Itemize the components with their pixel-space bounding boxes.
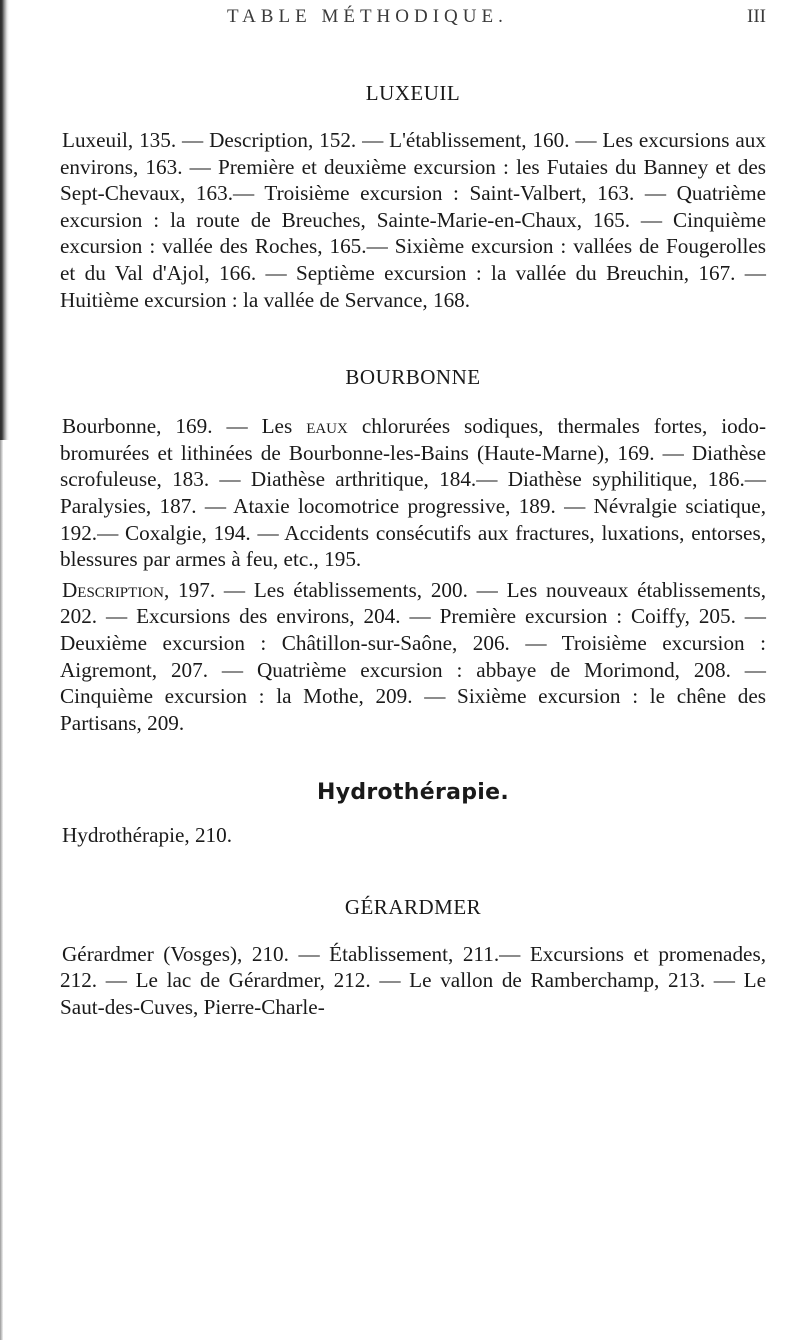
hydrotherapie-paragraph: Hydrothérapie, 210. [62,823,233,848]
book-binding-edge-lower [0,440,3,1340]
bourbonne-paragraph-1-rest: chlorurées sodiques, thermales fortes, iodo-bromurées et lithinées de Bourbonne-les-Bains (Haute-Marne), 169. — Diathèse scrofuleuse, 183. — Diathèse arthritique, 184.— Diathèse syphilitique, 186.— Paralysies, 187. — Ataxie locomotrice progressive, 189. — Névralgie sciatique, 192.— Coxalgie, 194. — Accidents consécutifs aux fractures, luxations, entorses, blessures par armes à feu, etc., 195. [60,414,767,572]
bourbonne-paragraph-1 [60,413,766,573]
section-heading-hydrotherapie: Hydrothérapie. [316,780,510,806]
running-header [60,4,766,34]
luxeuil-paragraph: Luxeuil, 135. — Description, 152. — L'établissement, 160. — Les excursions aux environs, 163. — Première et deuxième excursion : les Futaies du Banney et des Sept-Chevaux, 163.— Troisième excursion : Saint-Valbert, 163. — Quatrième excursion : la route de Breuches, Sainte-Marie-en-Chaux, 165. — Cinquième excursion : vallée des Roches, 165.— Sixième excursion : vallées de Fougerolles et du Val d'Ajol, 166. — Septième excursion : la vallée du Breuchin, 167. — Huitième excursion : la vallée de Servance, 168. [60,128,766,312]
bourbonne-paragraph-2-smallcaps: Description [62,577,164,602]
bourbonne-paragraph-2 [60,577,766,737]
book-binding-edge [0,0,9,440]
bourbonne-paragraph-1-lead: Bourbonne, 169. — Les [62,414,307,439]
section-heading-gerardmer: GÉRARDMER [344,894,482,919]
section-heading-bourbonne: BOURBONNE [345,365,481,390]
bourbonne-paragraph-1-smallcaps: eaux [306,414,348,439]
gerardmer-paragraph: Gérardmer (Vosges), 210. — Établissement, 211.— Excursions et promenades, 212. — Le lac de Gérardmer, 212. — Le vallon de Ramberchamp, 213. — Le Saut-des-Cuves, Pierre-Charle- [60,941,766,1020]
section-heading-luxeuil: LUXEUIL [365,81,461,105]
running-title: TABLE MÉTHODIQUE. [227,6,508,27]
bourbonne-paragraph-2-rest: , 197. — Les établissements, 200. — Les nouveaux établissements, 202. — Excursions des environs, 204. — Première excursion : Coiffy, 205. — Deuxième excursion : Châtillon-sur-Saône, 206. — Troisième excursion : Aigremont, 207. — Quatrième excursion : abbaye de Morimond, 208. — Cinquième excursion : la Mothe, 209. — Sixième excursion : le chêne des Partisans, 209. [60,577,766,735]
page-body [60,78,766,1021]
page-number: III [747,6,766,27]
